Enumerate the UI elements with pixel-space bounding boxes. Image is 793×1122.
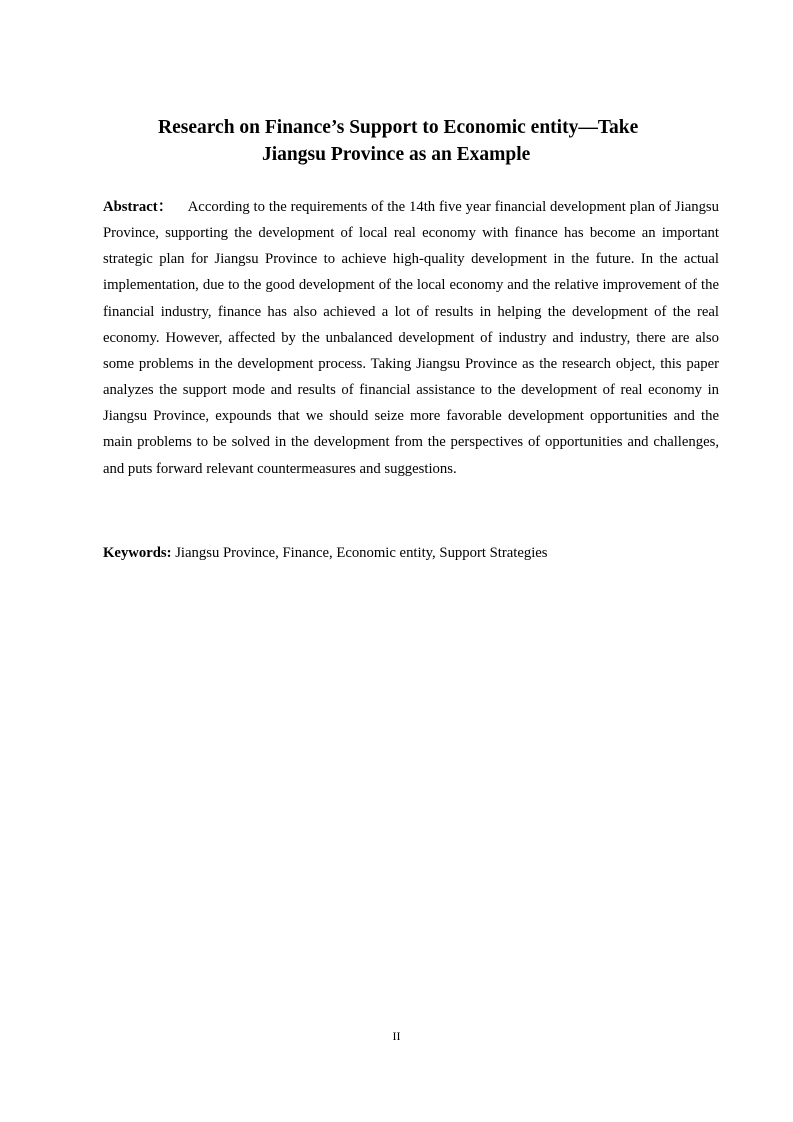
keywords-section bbox=[103, 540, 719, 566]
abstract-text: According to the requirements of the 14th five year financial development plan of Jiangsu Province, supporting the development of local real economy with finance has become an important strategic plan for Jiangsu Province to achieve high-quality development in the future. In the actual implementation, due to the good development of the local economy and the relative improvement of the financial industry, finance has also achieved a lot of results in helping the development of the real economy. However, affected by the unbalanced development of industry and industry, there are also some problems in the development process. Taking Jiangsu Province as the research object, this paper analyzes the support mode and results of financial assistance to the development of real economy in Jiangsu Province, expounds that we should seize more favorable development opportunities and the main problems to be solved in the development from the perspectives of opportunities and challenges, and puts forward relevant countermeasures and suggestions. bbox=[103, 199, 719, 477]
keywords-label: Keywords: bbox=[103, 545, 172, 561]
paper-title-line-2: Jiangsu Province as an Example bbox=[262, 144, 531, 165]
page-number: II bbox=[392, 1029, 401, 1043]
paper-title bbox=[0, 114, 793, 168]
abstract-label: Abstract： bbox=[103, 199, 173, 215]
keywords-text: Jiangsu Province, Finance, Economic entity, Support Strategies bbox=[175, 545, 548, 561]
paper-title-line-1: Research on Finance’s Support to Economic entity—Take bbox=[158, 117, 639, 138]
abstract-section bbox=[103, 194, 719, 482]
